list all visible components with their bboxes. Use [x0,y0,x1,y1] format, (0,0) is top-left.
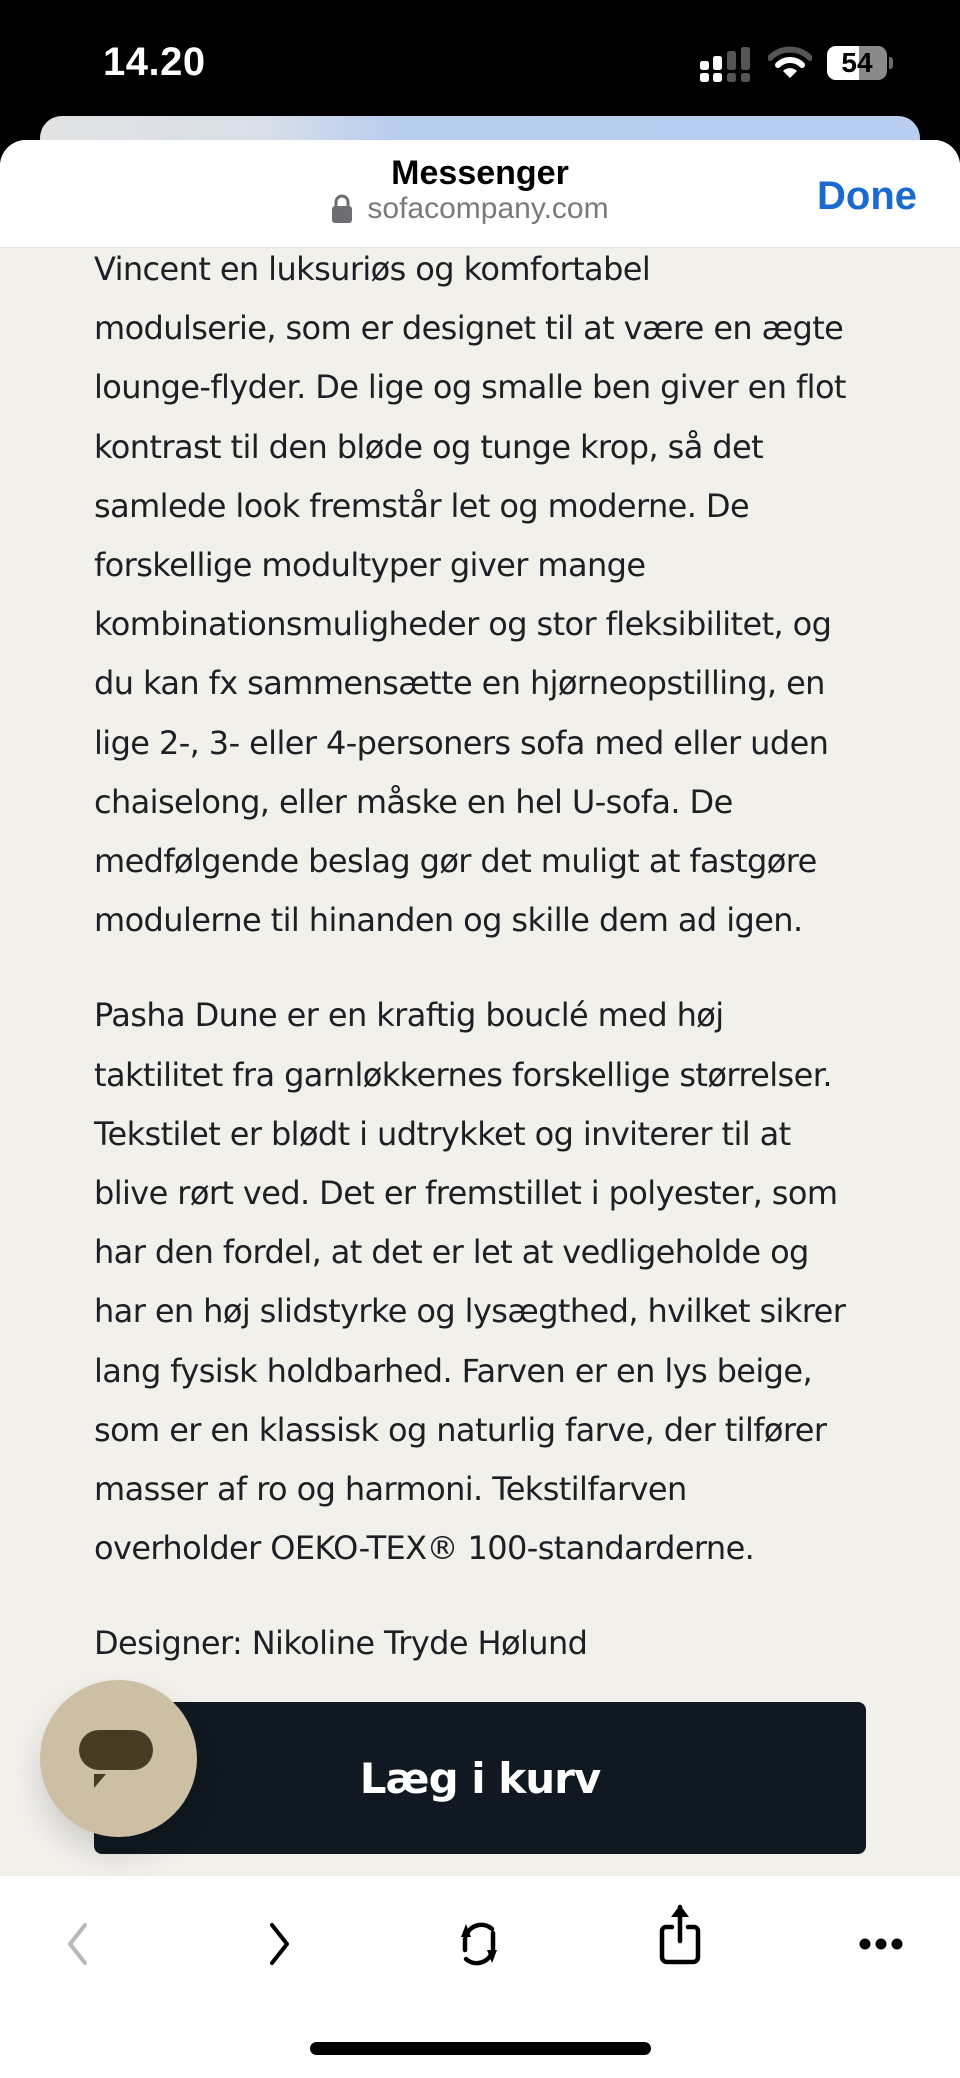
designer-credit [94,1614,884,1673]
text-line: medfølgende beslag gør det muligt at fastgøre [94,842,817,881]
browser-title: Messenger [391,154,569,192]
browser-toolbar [0,1876,960,2078]
battery-nub [889,57,893,69]
chevron-left-icon [65,1922,89,1966]
text-line: Designer: Nikoline Tryde Hølund [94,1624,588,1663]
url-row [0,192,960,226]
text-line: kontrast til den bløde og tunge krop, så det [94,427,764,466]
text-line: Tekstilet er blødt i udtrykket og inviterer til at [94,1114,791,1153]
reload-icon [452,1917,506,1971]
wifi-icon [768,46,812,80]
forward-button[interactable] [250,1914,310,1974]
status-time: 14.20 [103,40,206,84]
status-bar [0,0,960,118]
share-icon [658,1903,702,1965]
share-button[interactable] [650,1904,710,1964]
text-line: overholder OEKO-TEX® 100-standarderne. [94,1529,755,1568]
text-line: blive rørt ved. Det er fremstillet i polyester, som [94,1174,838,1213]
battery-percent: 54 [841,47,873,78]
more-icon [859,1937,903,1951]
text-line: kombinationsmuligheder og stor fleksibilitet, og [94,605,832,644]
more-button[interactable] [851,1914,911,1974]
text-line: taktilitet fra garnløkkernes forskellige størrelser. [94,1055,832,1094]
chat-button[interactable] [40,1680,197,1837]
text-line: som er en klassisk og naturlig farve, der tilfører [94,1410,827,1449]
text-line: modulerne til hinanden og skille dem ad igen. [94,901,803,940]
text-line: chaiselong, eller måske en hel U-sofa. De [94,782,733,821]
text-line: masser af ro og harmoni. Tekstilfarven [94,1470,687,1509]
done-button[interactable]: Done [817,174,917,218]
text-line: forskellige modultyper giver mange [94,546,646,585]
text-line: lige 2-, 3- eller 4-personers sofa med eller uden [94,723,829,762]
cellular-signal-icon [700,47,752,83]
add-to-cart-button[interactable] [94,1702,866,1854]
product-description [94,240,884,1710]
in-app-browser-sheet [0,140,960,2078]
description-paragraph-1 [94,240,884,950]
add-to-cart-label: Læg i kurv [359,1753,601,1803]
text-line: Vincent en luksuriøs og komfortabel [94,250,651,288]
lock-icon [331,194,353,224]
text-line: lang fysisk holdbarhed. Farven er en lys beige, [94,1351,813,1390]
text-line: lounge-flyder. De lige og smalle ben giver en flot [94,368,846,407]
text-line: samlede look fremstår let og moderne. De [94,486,750,525]
text-line: har en høj slidstyrke og lysægthed, hvilket sikrer [94,1292,846,1331]
description-paragraph-2 [94,986,884,1578]
text-line: du kan fx sammensætte en hjørneopstilling, en [94,664,825,703]
reload-button[interactable] [449,1914,509,1974]
chevron-right-icon [268,1922,292,1966]
back-button[interactable] [47,1914,107,1974]
browser-header [0,140,960,248]
page-url: sofacompany.com [367,192,609,225]
text-line: har den fordel, at det er let at vedligeholde og [94,1233,809,1272]
text-line: modulserie, som er designet til at være en ægte [94,309,844,348]
text-line: Pasha Dune er en kraftig bouclé med høj [94,996,724,1035]
battery-icon [827,46,887,80]
home-indicator[interactable] [310,2042,651,2055]
chat-bubble-icon [79,1730,159,1800]
